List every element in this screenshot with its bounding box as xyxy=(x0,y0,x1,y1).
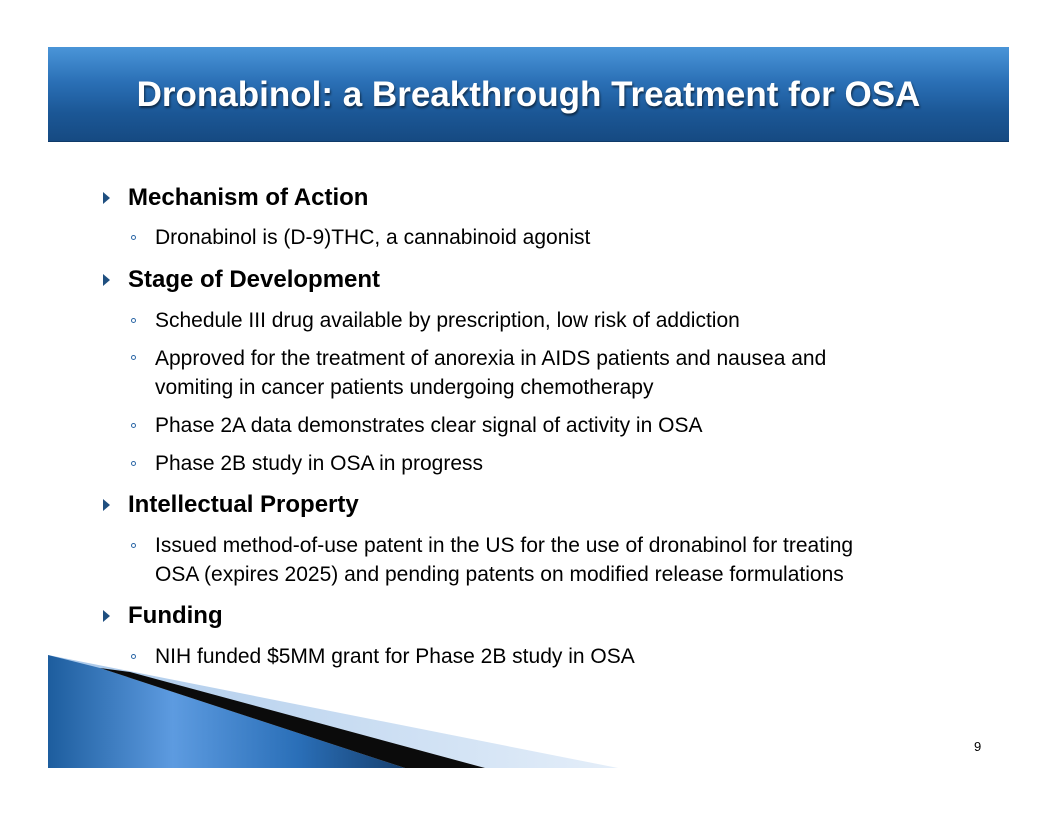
list-item-line: Issued method-of-use patent in the US for the use of dronabinol for treating xyxy=(155,534,854,557)
slide-title: Dronabinol: a Breakthrough Treatment for OSA xyxy=(136,75,921,114)
section-heading-ip: Intellectual Property xyxy=(128,491,359,518)
list-item: Dronabinol is (D-9)THC, a cannabinoid agonist xyxy=(155,226,591,249)
circle-bullet-icon xyxy=(131,318,136,323)
list-item-line: OSA (expires 2025) and pending patents on modified release formulations xyxy=(155,563,844,586)
section-heading-stage: Stage of Development xyxy=(128,266,381,293)
circle-bullet-icon xyxy=(131,543,136,548)
circle-bullet-icon xyxy=(131,654,136,659)
list-item: Phase 2B study in OSA in progress xyxy=(155,452,484,475)
list-item-line: vomiting in cancer patients undergoing chemotherapy xyxy=(155,376,654,399)
circle-bullet-icon xyxy=(131,423,136,428)
arrow-bullet-icon xyxy=(103,274,110,286)
circle-bullet-icon xyxy=(131,235,136,240)
arrow-bullet-icon xyxy=(103,610,110,622)
list-item: Phase 2A data demonstrates clear signal of activity in OSA xyxy=(155,414,703,437)
section-heading-funding: Funding xyxy=(128,602,223,629)
arrow-bullet-icon xyxy=(103,192,110,204)
list-item-line: Approved for the treatment of anorexia in AIDS patients and nausea and xyxy=(155,347,827,370)
list-item: Schedule III drug available by prescription, low risk of addiction xyxy=(155,309,740,332)
circle-bullet-icon xyxy=(131,461,136,466)
section-heading-mechanism: Mechanism of Action xyxy=(128,184,369,211)
arrow-bullet-icon xyxy=(103,499,110,511)
circle-bullet-icon xyxy=(131,355,136,360)
list-item: NIH funded $5MM grant for Phase 2B study in OSA xyxy=(155,645,635,668)
page-number: 9 xyxy=(974,739,982,754)
